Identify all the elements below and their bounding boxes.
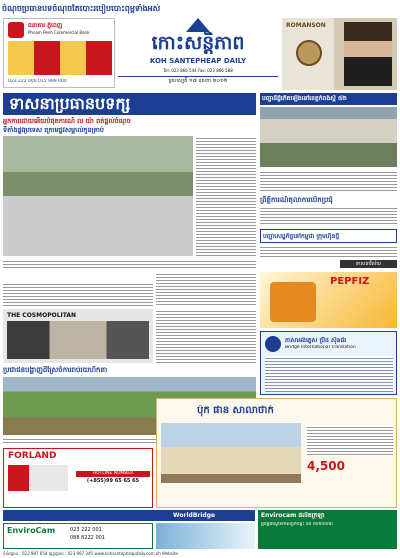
envirocam-phone-1: 023 222 001 xyxy=(70,527,102,533)
land-headline: ប្រជាជនបង្ហាញដីស្រែចំការរាប់រយហិកតា xyxy=(3,366,108,374)
lead-headline-box xyxy=(3,93,256,115)
model-photo xyxy=(344,22,392,86)
worldbridge-ad xyxy=(3,510,255,521)
right-watch-ad xyxy=(282,18,397,90)
globe-icon xyxy=(265,336,281,352)
romanson-brand: ROMANSON xyxy=(286,22,326,29)
envirocam-phone-2: 088 8222 001 xyxy=(70,535,105,541)
right-story-c-headline: បញ្ហាសេដ្ឋកិច្ចនៅកម្ពុជា ក្រុមហ៊ុនថ្មី xyxy=(263,233,340,240)
right-story-b-body xyxy=(260,206,397,226)
right-top-body xyxy=(260,170,397,192)
vantage-ad xyxy=(156,398,397,508)
forland-ad xyxy=(3,448,153,508)
right-story-c-body xyxy=(260,245,397,259)
cosmopolitan-ad xyxy=(3,309,153,363)
bridge-subtitle: Bridge International Translation xyxy=(285,345,356,350)
right-story-b-headline: ព្រឹត្តិការណ៍តុលាការបើកប្រជុំ xyxy=(260,196,333,204)
pepfiz-product xyxy=(270,282,316,322)
left-bank-ad xyxy=(3,18,115,88)
bank-name-kh: ធនាគារ ភ្នំពេញ xyxy=(28,22,63,29)
vantage-title: ប៉ុក ផាន សាលាថាក់ xyxy=(197,405,274,416)
envirocam-right-ad xyxy=(258,510,397,549)
mid-center-body xyxy=(156,272,256,306)
envirocam-center-photo xyxy=(156,523,255,549)
truck-icon xyxy=(8,465,68,491)
lead-body-text xyxy=(196,136,256,256)
vantage-price: 4,500 xyxy=(307,459,345,473)
temple-logo-icon xyxy=(186,18,210,32)
right-top-headline-box xyxy=(260,93,397,105)
mid-left-body xyxy=(3,282,153,306)
forland-hotline: (+855)99 65 65 65 xyxy=(86,478,140,484)
lead-photo xyxy=(3,136,193,256)
cosmopolitan-photo xyxy=(7,321,149,359)
bank-name-en: Phnom Penh Commercial Bank xyxy=(28,30,90,35)
pepfiz-ad xyxy=(260,272,397,328)
pepfiz-brand: PEPFIZ xyxy=(330,276,370,287)
mid-left-headline xyxy=(3,272,153,280)
footer: ទំព័រផ្សាយ : 023 987 654 ផ្សព្វផ្សាយ : 023 987 345 www.kohsantepheapdaily.com.kh Website xyxy=(3,551,178,556)
right-top-headline: បញ្ហាដីធ្លីកើតឡើងនៅខេត្តកំពង់ស្ពឺ ៥២ xyxy=(262,95,347,102)
envirocam-brand: EnviroCam xyxy=(7,526,56,535)
bridge-ad xyxy=(260,331,397,395)
bridge-body xyxy=(265,356,393,392)
vantage-body xyxy=(307,425,393,455)
forland-brand: FORLAND xyxy=(8,451,57,461)
lead-headline: ទាសនាប្រធានបទក្ស xyxy=(9,95,131,113)
lead-caption xyxy=(3,259,256,269)
bank-phones: 023 222 000 015 999 000 xyxy=(8,79,67,84)
bridge-title: ភាសាអង់គ្លេស ប៊្រីដ ស៊ិនធ័រ xyxy=(285,337,347,344)
masthead xyxy=(118,18,278,90)
masthead-issue: ព្រហស្បតិ៍ ១៧ ឧសភា ២០១២ xyxy=(118,76,278,84)
right-top-photo xyxy=(260,107,397,167)
masthead-info: Tel: 023 866 544 Fax: 023 866 588 xyxy=(163,68,233,73)
worldbridge-brand: WorldBridge xyxy=(173,512,216,519)
masthead-title: កោះសន្តិភាព xyxy=(151,32,245,54)
lead-subhead-2: ទីតាំងផ្លូវប្រទេស ក្រោមផ្លូវសម្គាល់កូនគ្រាប់ xyxy=(3,126,104,134)
top-banner: ចំណុចប្រធានបទចំណុចតែបោះរបៀបបោះពុម្ពទាំងអស់ xyxy=(2,4,161,13)
envirocam-right-title: Envirocam ផលិតក្រឡា xyxy=(261,512,325,519)
mid-center-body-2 xyxy=(156,309,256,363)
envirocam-right-lines: ផ្គត់ផ្គង់ស្ងោរទឹកសម្រាប់ផ្ទះ និង ការិយាល័យ xyxy=(261,522,333,527)
right-story-c-box xyxy=(260,229,397,243)
section-tag: ទាសនាវិស័យ xyxy=(340,260,397,268)
bank-logo-icon xyxy=(8,22,24,38)
cosmopolitan-brand: THE COSMOPOLITAN xyxy=(7,312,77,319)
masthead-title-en: KOH SANTEPHEAP DAILY xyxy=(149,57,247,65)
vantage-building-photo xyxy=(161,423,301,483)
bank-products xyxy=(8,41,112,75)
envirocam-ad xyxy=(3,523,153,549)
lead-subhead: អ្នកការដោយអើយបំផុតការណ៍ ល យ៉ា ពត់ផ្តល់ចំណុច xyxy=(3,117,131,125)
watch-icon xyxy=(296,40,322,66)
forland-hotline-label: HOTLINE NUMBER xyxy=(76,471,150,477)
